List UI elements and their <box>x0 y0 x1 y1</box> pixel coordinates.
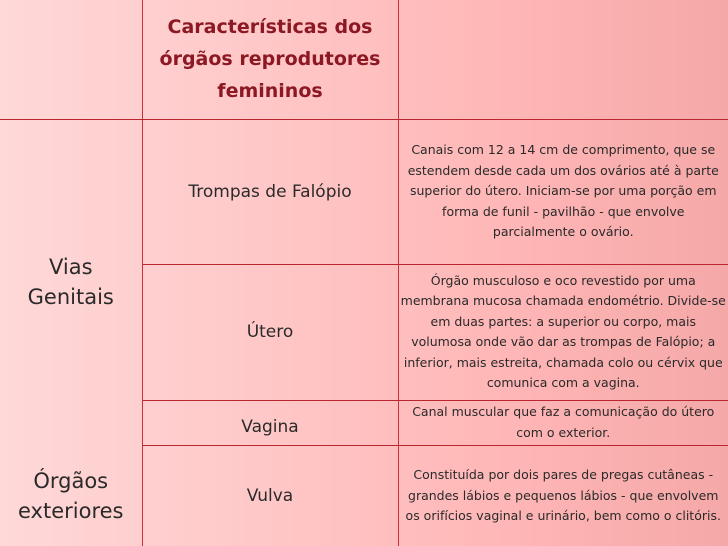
header-empty-cell-right <box>398 0 728 119</box>
description-utero: Órgão musculoso e oco revestido por uma membrana mucosa chamada endométrio. Divide-se em duas partes: a superior ou corpo, mais volumosa onde vão dar as trompas de Falópio; a inferior, mais estreita, chamada colo ou cérvix que comunica com a vagina. <box>400 272 726 390</box>
description-cell <box>398 445 728 546</box>
header-row <box>0 0 728 119</box>
description-cell <box>398 119 728 264</box>
description-trompas-de-falopio: Canais com 12 a 14 cm de comprimento, que se estendem desde cada um dos ovários até à parte superior do útero. Iniciam-se por uma porção em forma de funil - pavilhão - que envolve parcialmente o ovário. <box>407 142 719 240</box>
organ-trompas-de-falopio: Trompas de Falópio <box>188 181 352 202</box>
group-label-vias-genitais: Vias Genitais <box>27 255 114 310</box>
description-cell <box>398 400 728 445</box>
table-title: Características dos órgãos reprodutores femininos <box>159 16 381 103</box>
organ-utero: Útero <box>246 322 294 342</box>
group-label-orgaos-exteriores: Órgãos exteriores <box>18 468 124 523</box>
group-cell-vias-genitais <box>0 119 142 445</box>
organ-vagina: Vagina <box>241 416 299 437</box>
organ-cell <box>142 264 398 400</box>
description-vulva: Constituída por dois pares de pregas cutâneas - grandes lábios e pequenos lábios - que envolvem os orifícios vaginal e urinário, bem como o clitóris. <box>405 467 721 523</box>
header-title-cell <box>142 0 398 119</box>
table-row <box>0 445 728 546</box>
description-vagina: Canal muscular que faz a comunicação do útero com o exterior. <box>412 404 715 440</box>
description-cell <box>398 264 728 400</box>
organ-cell <box>142 119 398 264</box>
table-row <box>0 119 728 264</box>
organ-vulva: Vulva <box>246 485 294 506</box>
organ-cell <box>142 400 398 445</box>
organ-cell <box>142 445 398 546</box>
group-cell-orgaos-exteriores <box>0 445 142 546</box>
header-empty-cell <box>0 0 142 119</box>
